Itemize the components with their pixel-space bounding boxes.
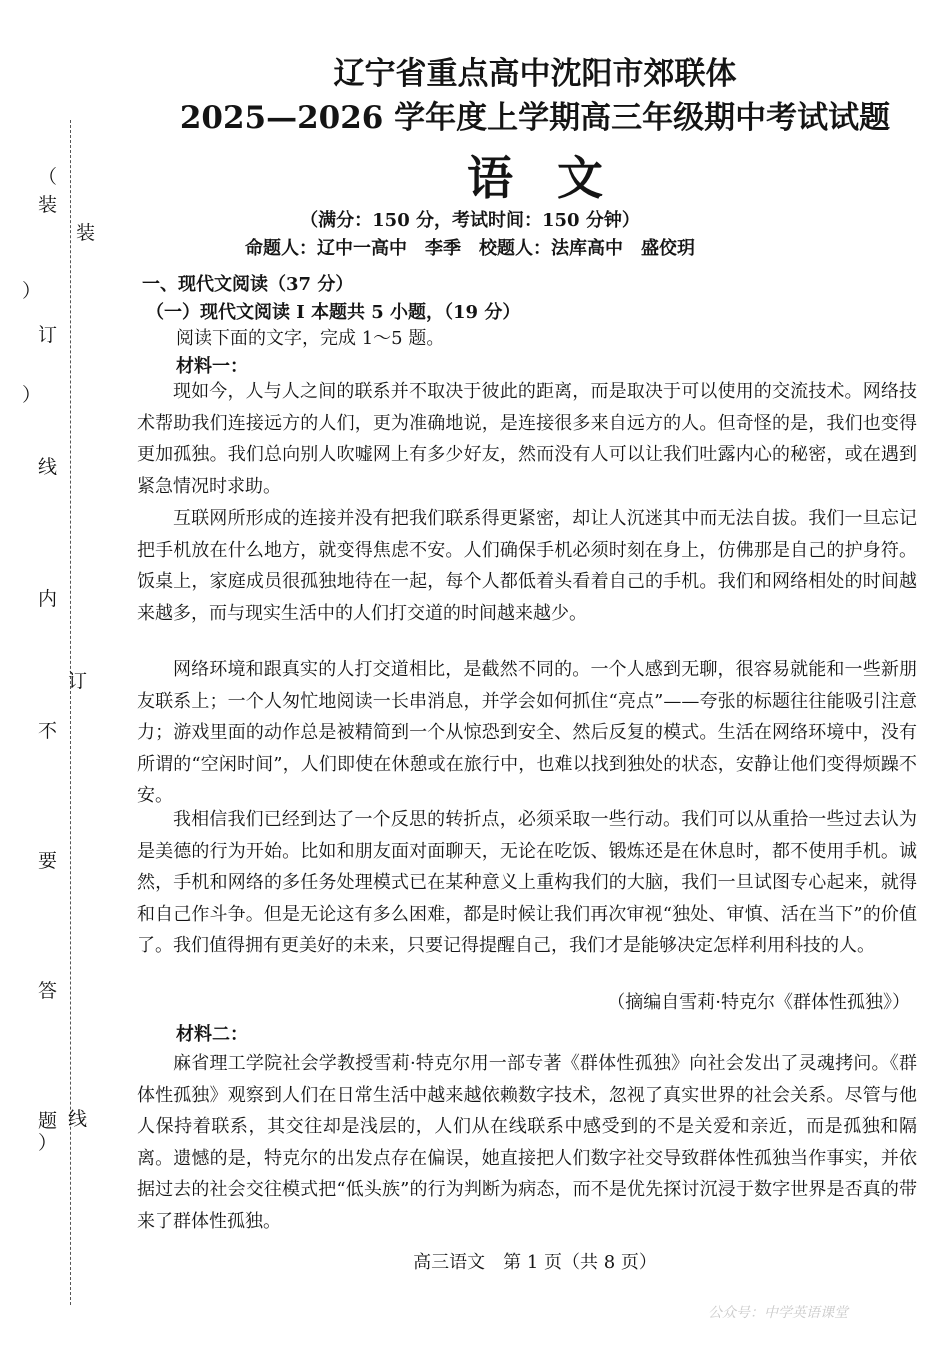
margin-char: ）: [22, 384, 42, 406]
margin-char: 要: [38, 850, 58, 872]
margin-char: （: [38, 166, 58, 188]
instruction-text: 阅读下面的文字，完成 1～5 题。: [176, 328, 445, 349]
watermark: 公众号：中学英语课堂: [708, 1305, 848, 1321]
margin-char: 装: [38, 194, 58, 216]
margin-char: 题: [38, 1110, 58, 1132]
material-label: 材料二：: [176, 1024, 248, 1045]
paragraph: 互联网所形成的连接并没有把我们联系得更紧密，却让人沉迷其中而无法自拔。我们一旦忘记把手机放在什么地方，就变得焦虑不安。人们确保手机必须时刻在身上，仿佛那是自己的护身符。饭桌上，家庭成员很孤独地待在一起，每个人都低着头看着自己的手机。我们和网络相处的时间越来越多，而与现实生活中的人们打交道的时间越来越少。: [137, 508, 917, 624]
paragraph: 麻省理工学院社会学教授雪莉·特克尔用一部专著《群体性孤独》向社会发出了灵魂拷问。《群体性孤独》观察到人们在日常生活中越来越依赖数字技术，忽视了真实世界的社会关系。尽管与他人保持着联系，其交往却是浅层的，人们从在线联系中感受到的不是关爱和亲近，而是孤独和隔离。遗憾的是，特克尔的出发点存在偏误，她直接把人们数字社交导致群体性孤独当作事实，并依据过去的社会交往模式把“低头族”的行为判断为病态，而不是优先探讨沉浸于数字世界是否真的带来了群体性孤独。: [137, 1053, 917, 1232]
page-footer: 高三语文 第 1 页（共 8 页）: [413, 1252, 657, 1273]
margin-char: 线: [68, 1108, 88, 1130]
author-info: 命题人：辽中一高中 李季 校题人：法库高中 盛佼玥: [245, 238, 695, 259]
margin-char: 装: [76, 222, 96, 244]
exam-title-line1: 辽宁省重点高中沈阳市郊联体: [333, 56, 737, 92]
paragraph: 我相信我们已经到达了一个反思的转折点，必须采取一些行动。我们可以从重拾一些过去认为是美德的行为开始。比如和朋友面对面聊天，无论在吃饭、锻炼还是在休息时，都不使用手机。诚然，手机和网络的多任务处理模式已在某种意义上重构我们的大脑，我们一旦试图专心起来，就得和自己作斗争。但是无论这有多么困难，都是时候让我们再次审视“独处、审慎、活在当下”的价值了。我们值得拥有更美好的未来，只要记得提醒自己，我们才是能够决定怎样利用科技的人。: [137, 809, 917, 957]
exam-title-line2: 2025—2026 学年度上学期高三年级期中考试试题: [179, 100, 891, 136]
margin-char: 线: [38, 456, 58, 478]
margin-char: ）: [38, 1132, 58, 1154]
part-heading: （一）现代文阅读 I 本题共 5 小题，（19 分）: [146, 302, 521, 323]
margin-char: 订: [68, 670, 88, 692]
subject-title: 语文: [467, 151, 647, 205]
score-time-info: （满分：150 分，考试时间：150 分钟）: [300, 210, 640, 231]
section-heading: 一、现代文阅读（37 分）: [142, 274, 354, 295]
paragraph: 网络环境和跟真实的人打交道相比，是截然不同的。一个人感到无聊，很容易就能和一些新朋友联系上；一个人匆忙地阅读一长串消息，并学会如何抓住“亮点”——夸张的标题往往能吸引注意力；游戏里面的动作总是被精简到一个从惊恐到安全、然后反复的模式。生活在网络环境中，没有所谓的“空闲时间”，人们即使在休憩或在旅行中，也难以找到独处的状态，安静让他们变得烦躁不安。: [137, 659, 917, 807]
margin-char: 不: [38, 720, 58, 742]
binding-margin: [0, 0, 120, 1345]
margin-char: ）: [22, 280, 42, 302]
margin-char: 答: [38, 980, 58, 1002]
source-citation: （摘编自雪莉·特克尔《群体性孤独》）: [607, 992, 910, 1013]
margin-char: 订: [38, 324, 58, 346]
material-label: 材料一：: [176, 356, 248, 377]
paragraph: 现如今，人与人之间的联系并不取决于彼此的距离，而是取决于可以使用的交流技术。网络技术帮助我们连接远方的人们，更为准确地说，是连接很多来自远方的人。但奇怪的是，我们也变得更加孤独。我们总向别人吹嘘网上有多少好友，然而没有人可以让我们吐露内心的秘密，或在遇到紧急情况时求助。: [137, 381, 917, 497]
margin-char: 内: [38, 588, 58, 610]
